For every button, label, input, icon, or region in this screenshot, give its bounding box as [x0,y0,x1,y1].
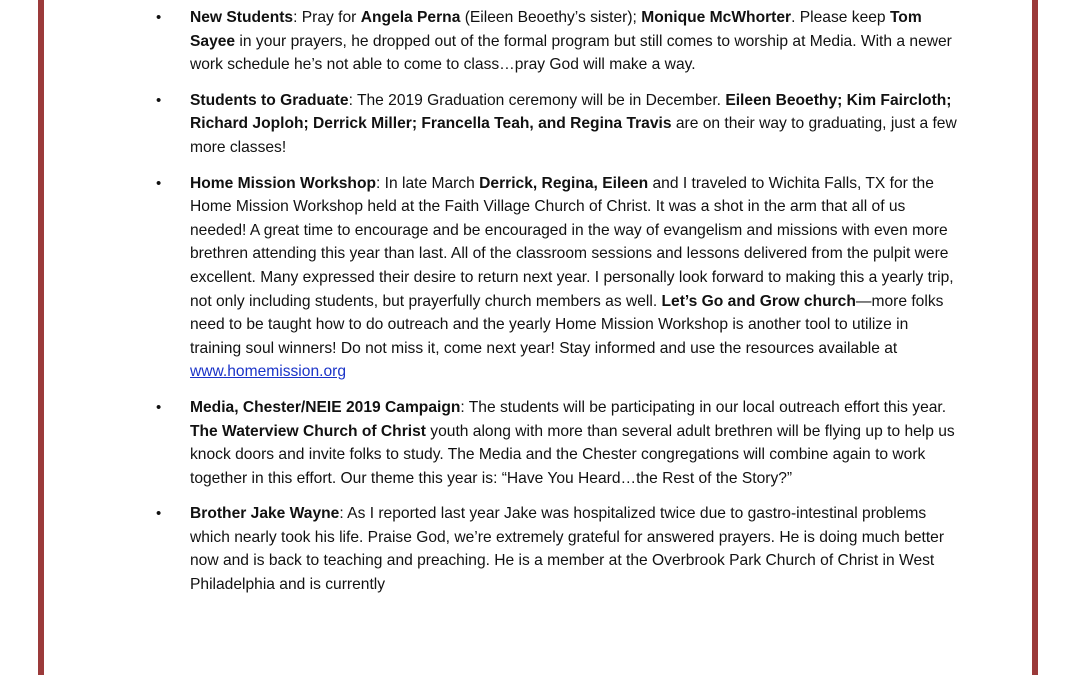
homemission-link[interactable]: www.homemission.org [190,363,346,381]
person-name: Monique McWhorter [641,9,792,26]
list-item-home-mission-workshop [150,172,960,384]
item-text: . Please keep [791,9,890,26]
item-heading: Brother Jake Wayne [190,505,340,523]
item-text: (Eileen Beoethy’s sister); [460,9,642,26]
page-border-left [38,0,44,675]
page-border-right [1032,0,1038,675]
person-names: Derrick, Regina, Eileen [479,174,649,192]
prayer-list [150,6,960,597]
person-name: Angela Perna [360,9,461,26]
item-text: : The students will be participating in our local outreach effort this year. [460,398,947,416]
item-text: youth along with more than several adult brethren will be flying up to help us knock doors and invite folks to study. The Media and the Chester congregations will combine again to work together in this effort. Our theme this year is: “Have You Heard…the Rest of the Story?” [190,422,955,487]
item-heading: Media, Chester/NEIE 2019 Campaign [190,398,461,416]
person-name: Tom Sayee [190,9,922,50]
item-text: —more folks need to be taught how to do outreach and the yearly Home Mission Workshop is another tool to utilize in training soul winners! Do not miss it, come next year! Stay informed and use the resources available at [190,292,944,357]
item-text: and I traveled to Wichita Falls, TX for the Home Mission Workshop held at the Faith Village Church of Christ. It was a shot in the arm that all of us needed! A great time to encourage and be encouraged in the way of evangelism and missions with even more brethren attending this year than last. All of the classroom sessions and lessons delivered from the pulpit were excellent. Many expressed their desire to return next year. I personally look forward to making this a yearly trip, not only including students, but prayerfully church members as well. [190,174,954,310]
slogan: Let’s Go and Grow church [661,292,856,310]
item-text: : In late March [376,174,480,192]
newsletter-content [150,6,960,609]
item-heading: Students to Graduate [190,91,349,109]
item-heading: Home Mission Workshop [190,174,376,192]
list-item-jake-wayne [150,502,960,596]
item-text: in your prayers, he dropped out of the formal program but still comes to worship at Media. With a newer work schedule he’s not able to come to class…pray God will make a way. [190,32,952,74]
list-item-campaign [150,396,960,490]
item-text: : As I reported last year Jake was hospitalized twice due to gastro-intestinal problems which nearly took his life. Praise God, we’re extremely grateful for answered prayers. He is doing much better now and is back to teaching and preaching. He is a member at the Overbrook Park Church of Christ in West Philadelphia and is currently [190,505,945,594]
item-text: : The 2019 Graduation ceremony will be in December. [348,91,726,109]
item-heading: New Students [190,9,294,26]
item-text: are on their way to graduating, just a few more classes! [190,115,957,156]
list-item-students-to-graduate [150,89,960,160]
bullet-icon: • [156,398,162,416]
church-name: The Waterview Church of Christ [190,422,426,440]
item-text: : Pray for [293,9,361,26]
bullet-icon: • [156,505,162,523]
graduate-names: Eileen Beoethy; Kim Faircloth; Richard Joploh; Derrick Miller; Francella Teah, and Regina Travis [190,91,952,133]
list-item-new-students [150,6,960,77]
bullet-icon: • [156,91,162,109]
bullet-icon: • [156,9,162,26]
bullet-icon: • [156,174,162,192]
